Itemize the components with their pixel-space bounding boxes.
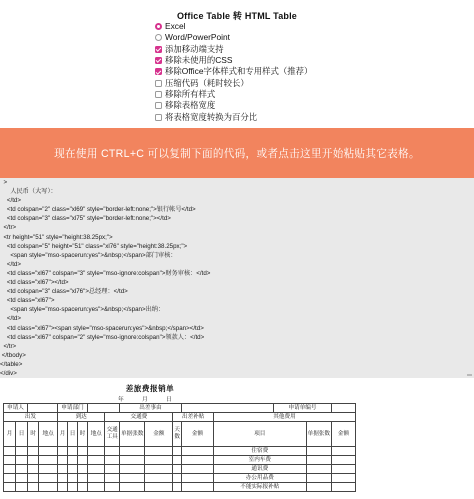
table-cell (182, 404, 274, 413)
table-cell: 室内车费 (214, 456, 307, 465)
checkbox-checked-icon[interactable] (155, 46, 162, 53)
table-cell: 金额 (332, 422, 356, 447)
option-label: 压缩代码（耗时较长） (165, 77, 249, 88)
option-label: Excel (165, 21, 186, 32)
table-row (4, 465, 356, 474)
option-remove-unused-css[interactable] (155, 55, 312, 66)
scrollbar-thumb[interactable] (467, 374, 472, 376)
table-cell: 通讯费 (214, 465, 307, 474)
code-line: </td> (0, 260, 21, 268)
option-compress-code[interactable] (155, 77, 312, 88)
table-cell: 交通费 (105, 413, 173, 422)
table-cell: 申请单编号 (274, 404, 332, 413)
table-row (4, 474, 356, 483)
radio-checked-icon[interactable] (155, 23, 162, 30)
table-cell: 时 (28, 422, 39, 447)
table-cell: 月 (4, 422, 16, 447)
options-panel (0, 0, 474, 128)
code-line: </table> (0, 360, 23, 368)
code-scrollbar[interactable] (464, 178, 474, 378)
table-cell: 申请部门 (58, 404, 88, 413)
option-label: 移除未使用的CSS (165, 55, 233, 66)
table-cell: 不能实际报补贴 (214, 483, 307, 492)
checkbox-checked-icon[interactable] (155, 57, 162, 64)
code-line: <td colspan="5" height="51" class="xl76" style="height:38.25px;"> (0, 242, 188, 250)
table-cell: 地点 (39, 422, 58, 447)
table-cell: 其他费用 (214, 413, 356, 422)
code-line: <span style="mso-spacerun:yes">&nbsp;</span>部门审核： (0, 251, 177, 259)
option-word-powerpoint[interactable] (155, 32, 312, 43)
code-line: </tbody> (0, 351, 26, 359)
app-title: Office Table 转 HTML Table (176, 11, 297, 21)
table-cell: 到达 (58, 413, 105, 422)
radio-unchecked-icon[interactable] (155, 34, 162, 41)
preview-title: 差旅费报销单 (125, 384, 175, 393)
table-cell (332, 404, 356, 413)
checkbox-checked-icon[interactable] (155, 68, 162, 75)
banner-text: 现在使用 CTRL+C 可以复制下面的代码，或者点击这里开始粘贴其它表格。 (54, 147, 420, 160)
option-mobile-support[interactable] (155, 44, 312, 55)
code-line: <tr height="51" style="height:38.25px;"> (0, 233, 113, 241)
code-line: <td colspan="3" class="xl76">总经理：</td> (0, 288, 128, 296)
checkbox-unchecked-icon[interactable] (155, 80, 162, 87)
table-cell: 出差事由 (120, 404, 182, 413)
table-cell: 月 (58, 422, 68, 447)
checkbox-unchecked-icon[interactable] (155, 102, 162, 109)
expense-table (3, 403, 356, 492)
code-line: <td class="xl67" colspan="3" style="mso-ignore:colspan">财务审核：</td> (0, 269, 211, 277)
table-cell: 日 (68, 422, 78, 447)
table-cell: 天数 (173, 422, 182, 447)
table-cell: 金额 (182, 422, 214, 447)
code-line: </div> (0, 369, 17, 377)
code-line: > (0, 179, 8, 186)
table-row (4, 456, 356, 465)
option-label: 添加移动端支持 (165, 43, 224, 54)
date-month: 月 (142, 397, 148, 403)
table-cell (28, 404, 58, 413)
table-cell (88, 404, 120, 413)
option-remove-table-width[interactable] (155, 100, 312, 111)
table-row (4, 413, 356, 422)
option-label: Word/PowerPoint (165, 32, 231, 43)
checkbox-unchecked-icon[interactable] (155, 91, 162, 98)
code-line: <td class="xl67"><span style="mso-spacerun:yes">&nbsp;</span></td> (0, 324, 204, 332)
code-line: </tr> (0, 224, 17, 232)
date-year: 年 (118, 397, 124, 403)
table-row (4, 483, 356, 492)
table-cell: 申请人 (4, 404, 28, 413)
table-row (4, 422, 356, 447)
option-label: 将表格宽度转换为百分比 (165, 111, 258, 122)
table-row (4, 447, 356, 456)
option-label: 移除表格宽度 (165, 100, 216, 111)
table-cell: 项目 (214, 422, 307, 447)
date-day: 日 (166, 397, 172, 403)
option-remove-office-styles[interactable] (155, 66, 312, 77)
option-label: 移除所有样式 (165, 88, 216, 99)
table-cell: 单据张数 (120, 422, 145, 447)
table-cell: 交通工具 (105, 422, 120, 447)
option-label: 移除Office字体样式和专用样式（推荐） (165, 66, 313, 77)
table-row (4, 404, 356, 413)
code-line: <td class="xl67"></td> (0, 279, 69, 287)
table-cell: 出发 (4, 413, 58, 422)
code-line: <td class="xl67" colspan="2" style="mso-ignore:colspan">领款人：</td> (0, 333, 205, 341)
code-line: <span style="mso-spacerun:yes">&nbsp;</span>出纳： (0, 306, 165, 314)
table-cell: 地点 (88, 422, 105, 447)
checkbox-unchecked-icon[interactable] (155, 114, 162, 121)
options-list (155, 21, 312, 123)
table-cell: 时 (78, 422, 88, 447)
code-line: <td class="xl67"> (0, 297, 55, 305)
option-remove-all-styles[interactable] (155, 89, 312, 100)
table-preview (0, 378, 474, 499)
table-cell: 住宿费 (214, 447, 307, 456)
table-cell: 日 (16, 422, 28, 447)
code-line: 人民币（大写）： (0, 188, 57, 196)
code-line: <td colspan="2" class="xl69" style="border-left:none;">银行帐号</td> (0, 206, 196, 214)
table-cell: 出差补贴 (173, 413, 214, 422)
option-width-to-percent[interactable] (155, 111, 312, 122)
table-cell: 单据张数 (306, 422, 331, 447)
table-cell: 办公用品费 (214, 474, 307, 483)
option-excel[interactable] (155, 21, 312, 32)
code-line: <td colspan="3" class="xl75" style="border-left:none;"></td> (0, 215, 171, 223)
code-line: </td> (0, 315, 21, 323)
code-line: </tr> (0, 342, 17, 350)
table-cell: 金额 (145, 422, 173, 447)
copy-paste-banner[interactable] (0, 128, 474, 178)
code-line: </td> (0, 197, 21, 205)
html-code-output[interactable] (0, 178, 474, 378)
